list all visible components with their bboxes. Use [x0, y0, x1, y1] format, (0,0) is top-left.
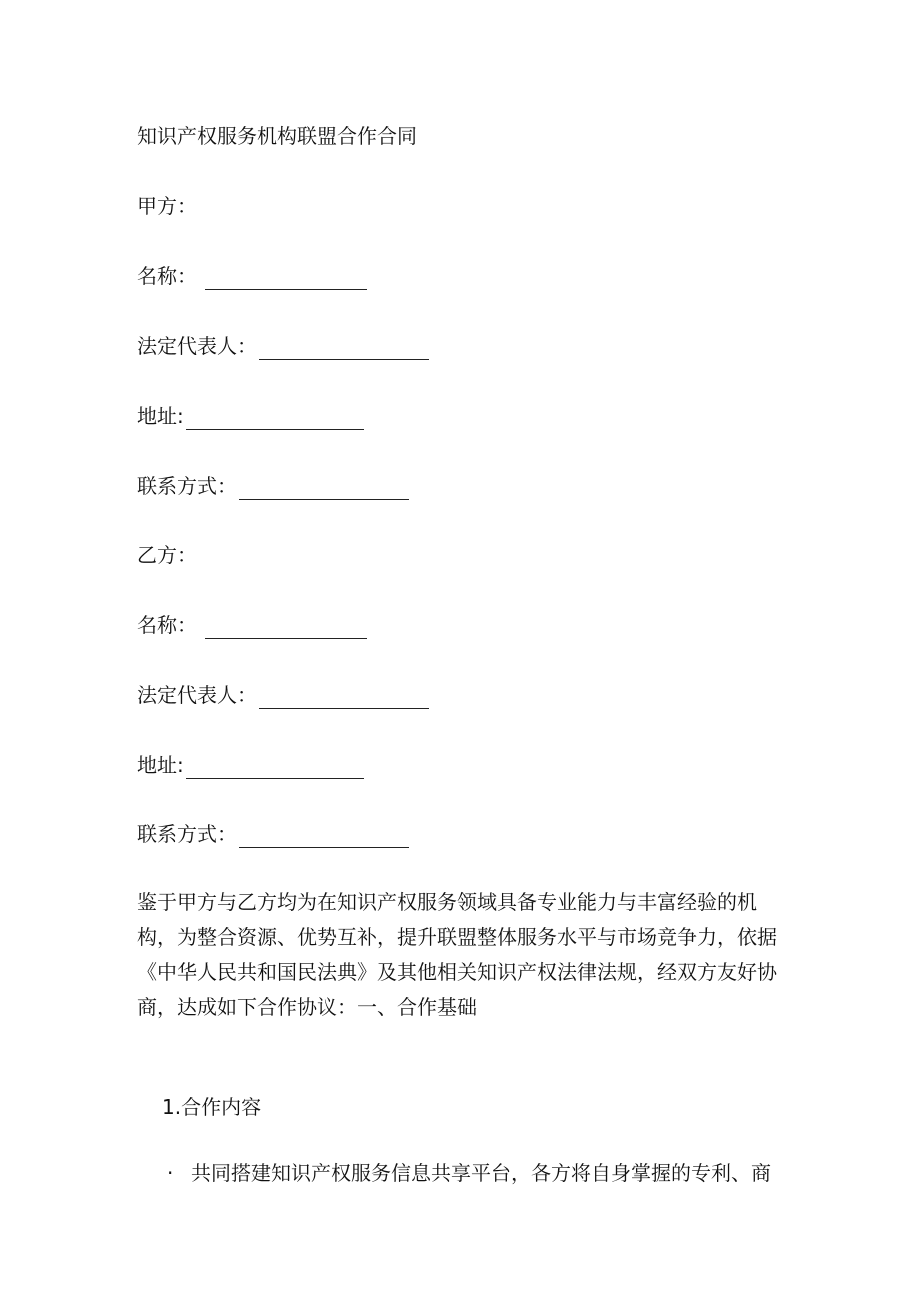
- party-b-contact-row: [137, 820, 409, 848]
- party-b-rep-row: [137, 681, 429, 709]
- preamble-line: 鉴于甲方与乙方均为在知识产权服务领域具备专业能力与丰富经验的机: [137, 890, 757, 914]
- party-a-address-blank[interactable]: [186, 407, 364, 430]
- preamble-paragraph: [137, 885, 787, 1025]
- party-a-heading: 甲方：: [137, 194, 197, 218]
- preamble-line: 构，为整合资源、优势互补，提升联盟整体服务水平与市场竞争力，依据: [137, 925, 777, 949]
- party-b-rep-blank[interactable]: [259, 686, 429, 709]
- party-b-name-row: [137, 611, 367, 639]
- party-b-name-label: 名称：: [137, 613, 197, 637]
- bullet-icon: ·: [167, 1161, 174, 1185]
- party-a-rep-blank[interactable]: [259, 337, 429, 360]
- section-1-bullet-item: [167, 1159, 771, 1187]
- section-1-heading: 1.合作内容: [162, 1095, 262, 1119]
- party-a-contact-row: [137, 472, 409, 500]
- preamble-line: 商，达成如下合作协议：一、合作基础: [137, 995, 477, 1019]
- party-a-address-label: 地址:: [137, 404, 184, 428]
- party-a-rep-row: [137, 332, 429, 360]
- party-b-address-row: [137, 751, 364, 779]
- party-a-address-row: [137, 402, 364, 430]
- preamble-line: 《中华人民共和国民法典》及其他相关知识产权法律法规，经双方友好协: [137, 960, 777, 984]
- party-b-contact-blank[interactable]: [239, 825, 409, 848]
- party-b-heading: 乙方：: [137, 543, 197, 567]
- party-b-address-label: 地址:: [137, 753, 184, 777]
- party-a-name-row: [137, 262, 367, 290]
- party-b-rep-label: 法定代表人：: [137, 683, 257, 707]
- party-b-address-blank[interactable]: [186, 756, 364, 779]
- party-a-name-blank[interactable]: [205, 267, 367, 290]
- party-b-name-blank[interactable]: [205, 616, 367, 639]
- party-a-name-label: 名称：: [137, 264, 197, 288]
- party-a-rep-label: 法定代表人：: [137, 334, 257, 358]
- party-b-contact-label: 联系方式：: [137, 822, 237, 846]
- party-a-contact-label: 联系方式：: [137, 474, 237, 498]
- contract-title: 知识产权服务机构联盟合作合同: [137, 124, 417, 148]
- party-a-contact-blank[interactable]: [239, 477, 409, 500]
- bullet-text: 共同搭建知识产权服务信息共享平台，各方将自身掌握的专利、商: [191, 1161, 771, 1185]
